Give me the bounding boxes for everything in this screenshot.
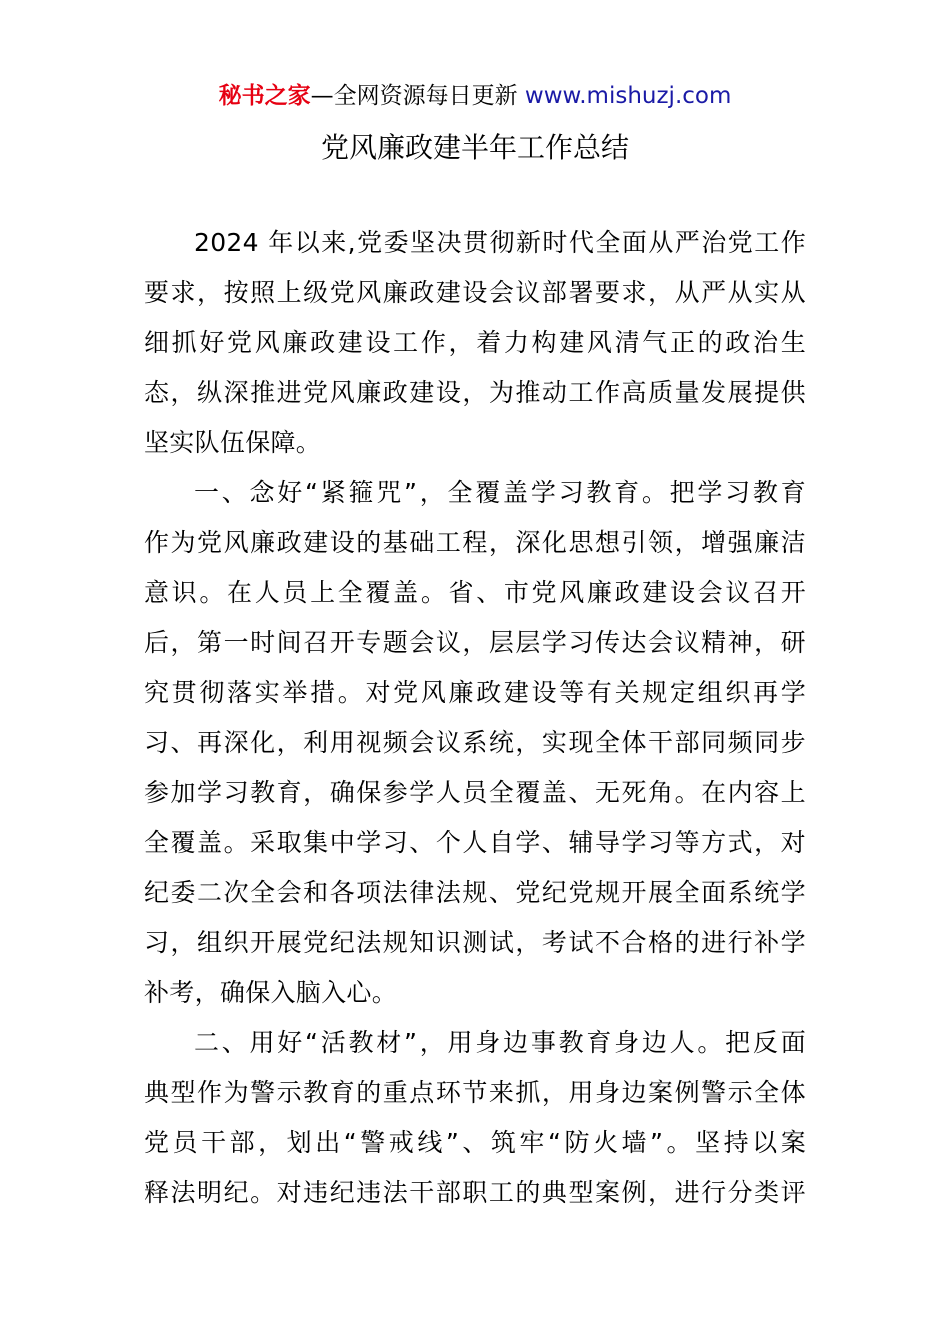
paragraph-line: 要求，按照上级党风廉政建设会议部署要求，从严从实从 [144, 278, 806, 307]
paragraph-line: 典型作为警示教育的重点环节来抓，用身边案例警示全体 [144, 1078, 806, 1107]
paragraph-line: 作为党风廉政建设的基础工程，深化思想引领，增强廉洁 [144, 528, 806, 557]
paragraph-line: 态，纵深推进党风廉政建设，为推动工作高质量发展提供 [144, 378, 806, 407]
paragraph-line: 参加学习教育，确保参学人员全覆盖、无死角。在内容上 [144, 778, 806, 807]
paragraph-line: 二、用好“活教材”，用身边事教育身边人。把反面 [194, 1028, 806, 1057]
paragraph-line: 全覆盖。采取集中学习、个人自学、辅导学习等方式，对 [144, 828, 806, 857]
site-header [0, 80, 950, 112]
paragraph-line: 细抓好党风廉政建设工作，着力构建风清气正的政治生 [144, 328, 806, 357]
paragraph-line: 2024 年以来,党委坚决贯彻新时代全面从严治党工作 [194, 228, 806, 257]
paragraph-line: 习、再深化，利用视频会议系统，实现全体干部同频同步 [144, 728, 806, 757]
site-url-link[interactable]: www.mishuzj.com [524, 83, 732, 109]
site-brand: 秘书之家 [218, 83, 311, 109]
paragraph-line: 意识。在人员上全覆盖。省、市党风廉政建设会议召开 [144, 578, 806, 607]
paragraph-line: 党员干部，划出“警戒线”、筑牢“防火墙”。坚持以案 [144, 1128, 806, 1157]
paragraph-line: 补考，确保入脑入心。 [144, 978, 398, 1007]
document-title: 党风廉政建半年工作总结 [320, 131, 629, 164]
paragraph-line: 后，第一时间召开专题会议，层层学习传达会议精神，研 [144, 628, 806, 657]
paragraph-line: 纪委二次全会和各项法律法规、党纪党规开展全面系统学 [144, 878, 806, 907]
paragraph-line: 究贯彻落实举措。对党风廉政建设等有关规定组织再学 [144, 678, 806, 707]
paragraph-line: 习，组织开展党纪法规知识测试，考试不合格的进行补学 [144, 928, 806, 957]
paragraph-line: 一、念好“紧箍咒”，全覆盖学习教育。把学习教育 [194, 478, 806, 507]
paragraph-line: 坚实队伍保障。 [144, 428, 322, 457]
paragraph-line: 释法明纪。对违纪违法干部职工的典型案例，进行分类评 [144, 1178, 806, 1207]
site-slogan: —全网资源每日更新 [310, 83, 518, 109]
